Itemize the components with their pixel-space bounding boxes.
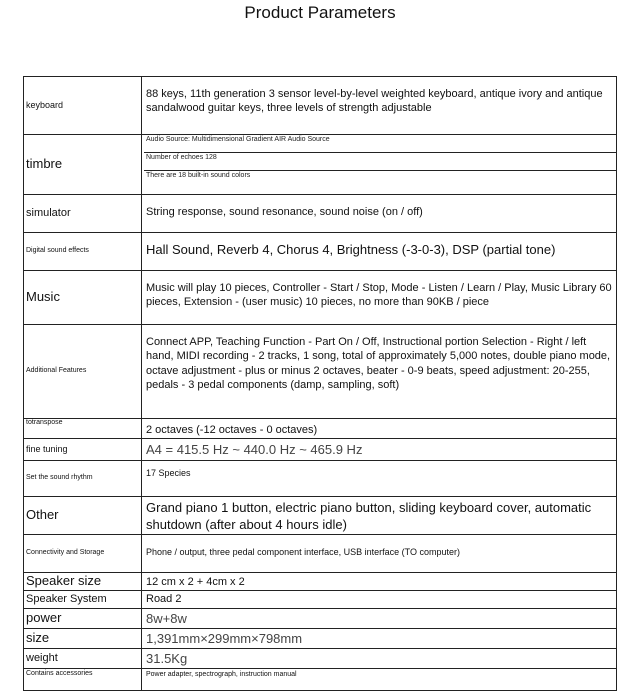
row-simulator — [24, 195, 616, 233]
row-label: Digital sound effects — [24, 233, 142, 270]
row-label: Contains accessories — [24, 669, 142, 690]
row-value: Phone / output, three pedal component interface, USB interface (TO computer) — [146, 547, 461, 557]
row-label: keyboard — [24, 77, 142, 134]
row-value: Music will play 10 pieces, Controller - Start / Stop, Mode - Listen / Learn / Play, Music Library 60 pieces, Extension - (user music) 10 pieces, no more than 90KB / piece — [146, 282, 612, 309]
row-value: 2 octaves (-12 octaves - 0 octaves) — [146, 424, 318, 436]
row-value: 8w+8w — [146, 611, 187, 626]
row-keyboard — [24, 77, 616, 135]
row-label: timbre — [24, 135, 142, 194]
row-value: 1,391mm×299mm×798mm — [146, 631, 303, 646]
row-value: 17 Species — [146, 468, 191, 478]
row-label: simulator — [24, 195, 142, 232]
row-label: Connectivity and Storage — [24, 535, 142, 572]
row-value: Road 2 — [146, 593, 182, 605]
row-label: Speaker System — [24, 591, 142, 608]
row-value: A4 = 415.5 Hz ~ 440.0 Hz ~ 465.9 Hz — [146, 442, 363, 457]
row-label: power — [24, 609, 142, 628]
row-value: Hall Sound, Reverb 4, Chorus 4, Brightness (-3-0-3), DSP (partial tone) — [146, 242, 556, 257]
timbre-echoes: Number of echoes 128 — [144, 153, 616, 171]
row-connectivity — [24, 535, 616, 573]
row-value: Connect APP, Teaching Function - Part On / Off, Instructional portion Selection - Right / left hand, MIDI recording - 2 tracks, 1 song, total of approximately 5,000 notes, double piano mode, octave adjustment - plus or minus 2 octaves, beater - 0-9 beats, speed adjustment: 20-255, pedals - 3 pedal components (damp, sampling, soft) — [146, 336, 611, 391]
page-title: Product Parameters — [244, 3, 396, 22]
row-other — [24, 497, 616, 535]
row-label: Music — [24, 271, 142, 324]
row-fine-tuning — [24, 439, 616, 461]
row-label: Additional Features — [24, 325, 142, 418]
row-value: 88 keys, 11th generation 3 sensor level-by-level weighted keyboard, antique ivory and antique sandalwood guitar keys, three levels of strength adjustable — [146, 88, 603, 115]
row-value: Power adapter, spectrograph, instruction manual — [146, 671, 297, 678]
row-speaker-system — [24, 591, 616, 609]
row-timbre — [24, 135, 616, 195]
row-label: size — [24, 629, 142, 648]
parameters-table — [23, 76, 617, 691]
row-contains-accessories — [24, 669, 616, 691]
row-label: fine tuning — [24, 439, 142, 460]
row-value: 31.5Kg — [146, 651, 188, 666]
row-speaker-size — [24, 573, 616, 591]
row-additional-features — [24, 325, 616, 419]
row-label: Set the sound rhythm — [24, 461, 142, 496]
row-sound-rhythm — [24, 461, 616, 497]
timbre-colors: There are 18 built-in sound colors — [146, 172, 251, 179]
row-music — [24, 271, 616, 325]
row-value: 12 cm x 2 + 4cm x 2 — [146, 576, 245, 588]
row-label: Other — [24, 497, 142, 534]
row-label: weight — [24, 649, 142, 668]
row-label: totranspose — [24, 419, 142, 438]
timbre-audio-source: Audio Source: Multidimensional Gradient AIR Audio Source — [144, 135, 616, 153]
row-label: Speaker size — [24, 573, 142, 590]
row-totranspose — [24, 419, 616, 439]
row-weight — [24, 649, 616, 669]
row-value: String response, sound resonance, sound noise (on / off) — [146, 206, 423, 218]
row-size — [24, 629, 616, 649]
row-value: Grand piano 1 button, electric piano button, sliding keyboard cover, automatic shutdown (after about 4 hours idle) — [146, 500, 592, 532]
row-power — [24, 609, 616, 629]
row-digital-sound-effects — [24, 233, 616, 271]
